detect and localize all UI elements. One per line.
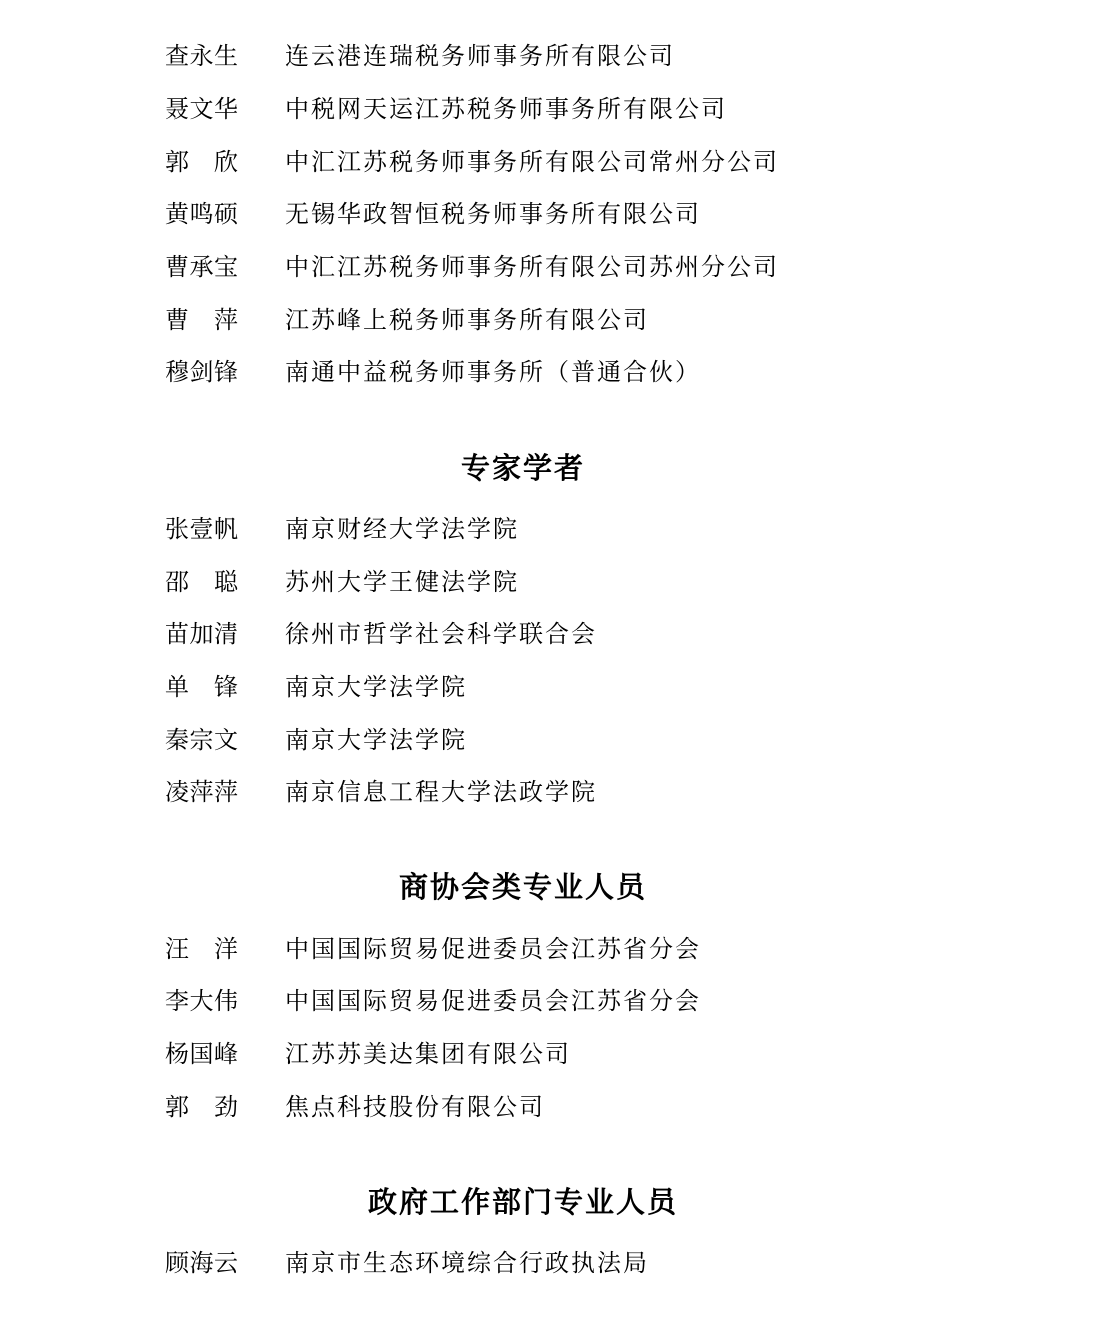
organization-name: 南京信息工程大学法政学院 <box>285 780 597 807</box>
person-name: 秦宗文 <box>165 727 239 754</box>
list-item <box>165 504 881 557</box>
person-name: 邵 聪 <box>165 569 239 596</box>
person-name: 张壹帆 <box>165 516 239 543</box>
organization-name: 中税网天运江苏税务师事务所有限公司 <box>285 97 727 124</box>
organization-name: 连云港连瑞税务师事务所有限公司 <box>285 44 675 71</box>
person-name: 苗加清 <box>165 622 239 649</box>
section-entry-list <box>165 31 881 400</box>
section-heading: 商协会类专业人员 <box>398 872 647 905</box>
organization-name: 徐州市哲学社会科学联合会 <box>285 622 597 649</box>
list-item <box>165 609 881 662</box>
person-name: 黄鸣硕 <box>165 202 239 229</box>
person-name: 汪 洋 <box>165 936 239 963</box>
section-heading: 专家学者 <box>460 452 585 485</box>
list-item <box>165 1238 881 1291</box>
organization-name: 南京财经大学法学院 <box>285 516 519 543</box>
person-name: 郭 欣 <box>165 149 239 176</box>
person-name: 查永生 <box>165 44 239 71</box>
person-name: 李大伟 <box>165 989 239 1016</box>
organization-name: 南京大学法学院 <box>285 674 467 701</box>
list-item <box>165 84 881 137</box>
list-item <box>165 662 881 715</box>
list-item <box>165 923 881 976</box>
organization-name: 中汇江苏税务师事务所有限公司苏州分公司 <box>285 255 779 282</box>
section-entry-list <box>165 923 881 1134</box>
list-item <box>165 714 881 767</box>
person-name: 曹 萍 <box>165 307 239 334</box>
list-item <box>165 294 881 347</box>
organization-name: 南京市生态环境综合行政执法局 <box>285 1251 649 1278</box>
section-entry-list <box>165 504 881 820</box>
person-name: 单 锋 <box>165 674 239 701</box>
person-name: 凌萍萍 <box>165 780 239 807</box>
section-entry-list <box>165 1238 881 1291</box>
list-item <box>165 242 881 295</box>
list-item <box>165 347 881 400</box>
list-item <box>165 1081 881 1134</box>
person-name: 聂文华 <box>165 97 239 124</box>
list-item <box>165 136 881 189</box>
person-name: 杨国峰 <box>165 1042 239 1069</box>
organization-name: 南京大学法学院 <box>285 727 467 754</box>
organization-name: 江苏苏美达集团有限公司 <box>285 1042 571 1069</box>
person-name: 曹承宝 <box>165 255 239 282</box>
organization-name: 江苏峰上税务师事务所有限公司 <box>285 307 649 334</box>
list-item <box>165 976 881 1029</box>
list-item <box>165 189 881 242</box>
person-name: 郭 劲 <box>165 1094 239 1121</box>
person-name: 穆剑锋 <box>165 360 239 387</box>
organization-name: 南通中益税务师事务所（普通合伙） <box>285 360 701 387</box>
person-name: 顾海云 <box>165 1251 239 1278</box>
organization-name: 中汇江苏税务师事务所有限公司常州分公司 <box>285 149 779 176</box>
organization-name: 无锡华政智恒税务师事务所有限公司 <box>285 202 701 229</box>
organization-name: 苏州大学王健法学院 <box>285 569 519 596</box>
section-heading: 政府工作部门专业人员 <box>367 1186 678 1219</box>
list-item <box>165 556 881 609</box>
organization-name: 焦点科技股份有限公司 <box>285 1094 545 1121</box>
organization-name: 中国国际贸易促进委员会江苏省分会 <box>285 989 701 1016</box>
list-item <box>165 31 881 84</box>
organization-name: 中国国际贸易促进委员会江苏省分会 <box>285 936 701 963</box>
list-item <box>165 767 881 820</box>
list-item <box>165 1029 881 1082</box>
